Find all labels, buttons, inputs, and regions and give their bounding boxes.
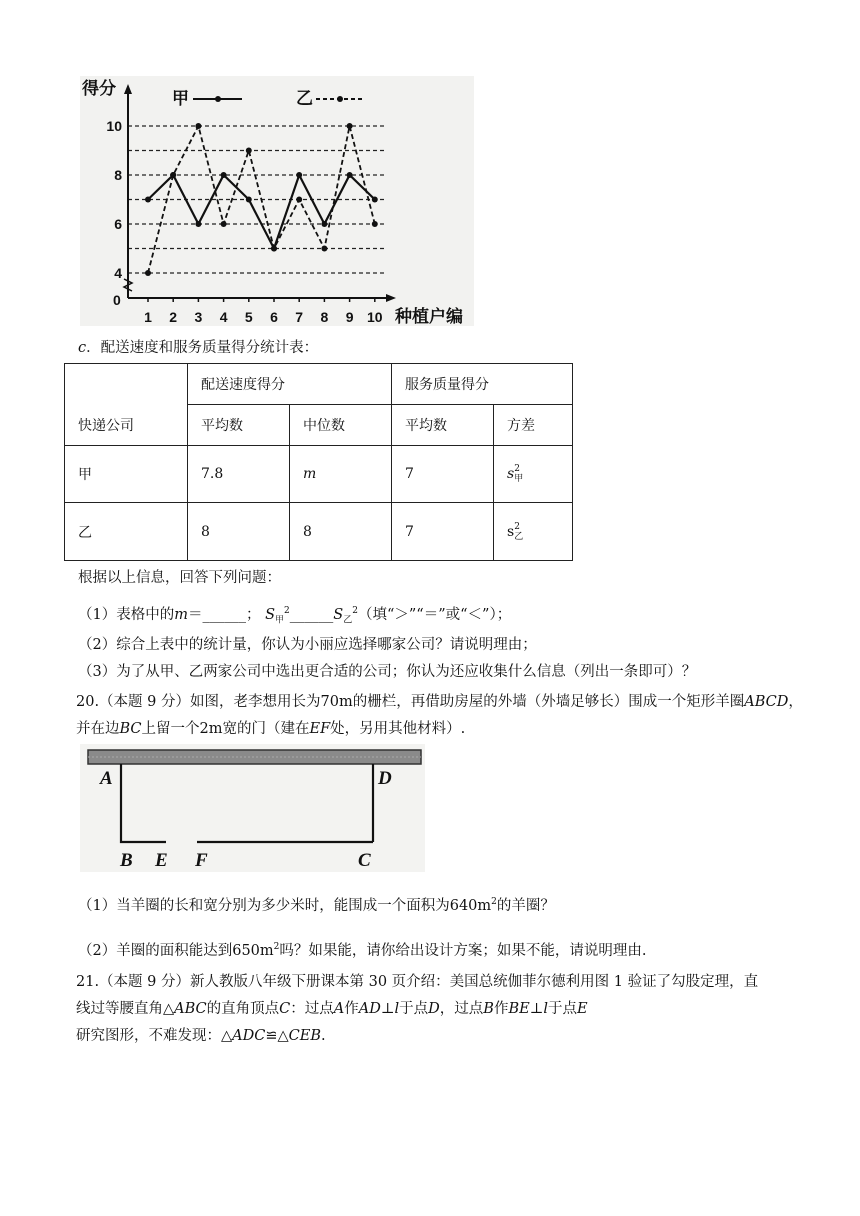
p20-q1-sup: 2 — [491, 897, 497, 907]
data-point — [145, 197, 151, 203]
y-tick-label: 8 — [114, 167, 122, 183]
p20-text: 宽的门（建在 — [222, 721, 310, 737]
intro-text: 根据以上信息，回答下列问题： — [78, 570, 281, 586]
p21-b: B — [483, 1001, 494, 1017]
label-d: D — [378, 768, 392, 789]
p21-text: ，过点 — [439, 1001, 484, 1017]
p21-ad: AD — [358, 1001, 381, 1017]
chart-tick-labels — [106, 118, 382, 325]
p20-q2-area: 650m — [232, 942, 274, 959]
p20-bc: BC — [119, 721, 142, 737]
row-service-mean: 7 — [392, 503, 494, 561]
p21-triangle: △ — [163, 1001, 175, 1017]
p20-ef: EF — [309, 721, 331, 737]
data-point — [372, 197, 378, 203]
q1-m: m — [174, 606, 188, 623]
data-point — [221, 221, 227, 227]
x-tick-label: 5 — [244, 309, 253, 325]
p21-l: l — [543, 1001, 548, 1017]
x-tick-label: 1 — [144, 309, 152, 325]
caption-letter: c — [78, 340, 87, 356]
p21-text: 作 — [493, 1001, 509, 1017]
x-axis-label: 种植户编 — [395, 307, 463, 326]
p20-text: 处，另用其他材料）. — [330, 721, 466, 737]
problem-20-q2 — [78, 937, 647, 961]
y-tick-label: 6 — [114, 216, 122, 232]
x-tick-label: 8 — [320, 309, 329, 325]
fence-left — [121, 764, 166, 842]
q1-prefix: （1）表格中的 — [78, 606, 175, 623]
x-tick-label: 4 — [219, 309, 228, 325]
variance-sub: 乙 — [514, 531, 524, 542]
q1-sub-yi: 乙 — [343, 615, 353, 626]
x-axis-arrow — [386, 294, 396, 302]
p20-q1-area: 640m — [449, 897, 492, 914]
problem-21-line-2 — [76, 999, 588, 1019]
data-point — [321, 221, 327, 227]
variance-sup: 2 — [514, 521, 520, 532]
p21-triangle: △ — [221, 1028, 233, 1044]
legend-yi-label: 乙 — [296, 89, 313, 108]
variance-base: s — [507, 466, 515, 482]
p21-e: E — [576, 1001, 588, 1017]
axis-break-symbol — [124, 279, 132, 291]
data-point — [246, 197, 252, 203]
series-jia-solid — [145, 172, 378, 252]
problem-20-line-2 — [76, 719, 465, 739]
p21-text: 于点 — [547, 1001, 577, 1017]
p21-congruent: ≌ — [265, 1028, 278, 1044]
p20-q2-text: （2）羊圈的面积能达到 — [78, 942, 233, 959]
q1-sup-yi: 2 — [352, 606, 358, 616]
problem-21-line-3 — [76, 1026, 326, 1046]
caption-text: ．配送速度和服务质量得分统计表： — [86, 340, 319, 356]
x-tick-label: 2 — [169, 309, 178, 325]
q1-sub-jia: 甲 — [275, 615, 285, 626]
question-3: （3）为了从甲、乙两家公司中选出更合适的公司；你认为还应收集什么信息（列出一条即可）？ — [78, 664, 697, 680]
p20-length: 70m — [320, 694, 353, 710]
header-service-variance: 方差 — [494, 405, 573, 446]
p21-text: 线过等腰直角 — [76, 1001, 163, 1017]
x-tick-label: 9 — [345, 309, 354, 325]
data-point — [145, 270, 151, 276]
p21-c: C — [279, 1001, 291, 1017]
data-point — [372, 221, 378, 227]
p21-text: 的直角顶点 — [206, 1001, 280, 1017]
p20-width: 2m — [199, 721, 223, 737]
legend-yi-marker — [337, 96, 343, 102]
p20-text: 并在边 — [76, 721, 120, 737]
p21-abc: ABC — [174, 1001, 207, 1017]
data-point — [271, 246, 277, 252]
p21-be: BE — [508, 1001, 530, 1017]
q1-eq: ＝ — [187, 606, 203, 623]
p21-a: A — [333, 1001, 345, 1017]
q1-tail: （填“＞”“＝”或“＜”）； — [357, 606, 512, 623]
row-variance — [494, 503, 573, 561]
label-a: A — [100, 768, 113, 789]
label-b: B — [120, 850, 133, 871]
p21-text: ：过点 — [290, 1001, 334, 1017]
p20-text: 的栅栏，再借助房屋的外墙（外墙足够长）围成一个矩形羊圈 — [352, 694, 745, 710]
q1-blank-1: ______ — [202, 606, 246, 623]
p21-text: 于点 — [399, 1001, 429, 1017]
data-point — [221, 172, 227, 178]
p21-text: 研究图形，不难发现： — [76, 1028, 221, 1044]
p21-ceb: CEB — [288, 1028, 322, 1044]
variance-sup: 2 — [514, 464, 520, 474]
q1-sup-jia: 2 — [284, 606, 290, 616]
p21-d: D — [428, 1001, 440, 1017]
q1-blank-2: ______ — [289, 606, 334, 623]
variance-base: s — [507, 523, 515, 540]
p21-triangle: △ — [277, 1028, 289, 1044]
label-e: E — [155, 850, 168, 871]
p21-text: . — [321, 1028, 326, 1044]
sheep-pen-diagram — [80, 744, 425, 872]
header-company: 快递公司 — [65, 364, 188, 446]
p20-q1-text: 的羊圈？ — [496, 897, 555, 914]
question-1 — [78, 601, 511, 631]
row-service-mean: 7 — [392, 446, 494, 503]
chart-legend — [172, 89, 363, 108]
data-point — [296, 172, 302, 178]
header-speed-mean: 平均数 — [188, 405, 290, 446]
header-service-group: 服务质量得分 — [392, 364, 573, 405]
label-c: C — [358, 850, 371, 871]
x-tick-label: 7 — [295, 309, 304, 325]
question-2: （2）综合上表中的统计量，你认为小丽应选择哪家公司？请说明理由； — [78, 637, 537, 653]
origin-label: 0 — [113, 292, 121, 308]
p21-text: 作 — [344, 1001, 359, 1017]
x-tick-label: 10 — [367, 309, 383, 325]
q1-sep: ； — [245, 606, 261, 623]
row-speed-mean: 7.8 — [188, 446, 290, 503]
data-point — [347, 172, 353, 178]
data-point — [170, 172, 176, 178]
data-point — [195, 221, 201, 227]
data-point — [195, 123, 201, 129]
p20-text: 20.（本题 9 分）如图，老李想用长为 — [76, 694, 321, 710]
p20-q2-sup: 2 — [273, 942, 280, 952]
p21-perp: ⊥ — [380, 1001, 395, 1017]
data-point — [296, 197, 302, 203]
row-company: 甲 — [65, 446, 188, 503]
header-speed-group: 配送速度得分 — [188, 364, 392, 405]
p20-text: 上留一个 — [141, 721, 200, 737]
table-caption — [78, 338, 318, 358]
x-tick-label: 6 — [270, 309, 278, 325]
y-tick-label: 10 — [106, 118, 122, 134]
score-line-chart — [80, 76, 474, 326]
problem-20-q1 — [78, 892, 555, 916]
row-variance — [494, 446, 573, 503]
stats-table — [64, 363, 573, 561]
variance-sub: 甲 — [514, 474, 524, 484]
row-speed-median: m — [290, 446, 392, 503]
q1-s-yi: S — [333, 606, 344, 623]
header-speed-median: 中位数 — [290, 405, 392, 446]
table-row — [65, 503, 573, 561]
row-company: 乙 — [65, 503, 188, 561]
y-axis-label: 得分 — [82, 79, 116, 98]
q1-s-jia: S — [265, 606, 276, 623]
data-point — [246, 148, 252, 154]
header-service-mean: 平均数 — [392, 405, 494, 446]
x-tick-label: 3 — [194, 309, 203, 325]
y-axis-arrow — [124, 84, 132, 94]
data-point — [321, 246, 327, 252]
p20-q1-text: （1）当羊圈的长和宽分别为多少米时，能围成一个面积为 — [78, 897, 450, 914]
row-speed-median: 8 — [290, 503, 392, 561]
table-row — [65, 446, 573, 503]
p21-perp: ⊥ — [529, 1001, 544, 1017]
label-f: F — [195, 850, 208, 871]
p20-text: ， — [788, 694, 803, 710]
row-speed-mean: 8 — [188, 503, 290, 561]
problem-20-line-1 — [76, 692, 803, 712]
data-point — [347, 123, 353, 129]
legend-jia-label: 甲 — [172, 89, 189, 108]
p21-l: l — [394, 1001, 400, 1017]
p21-adc: ADC — [232, 1028, 266, 1044]
y-tick-label: 4 — [114, 265, 122, 281]
p20-q2-text: 吗？如果能，请你给出设计方案；如果不能，请说明理由. — [279, 942, 647, 959]
p20-abcd: ABCD — [744, 694, 789, 710]
legend-jia-marker — [215, 96, 221, 102]
problem-21-line-1: 21.（本题 9 分）新人教版八年级下册课本第 30 页介绍：美国总统伽菲尔德利用图 1 验证了勾股定理，直 — [76, 974, 759, 990]
series-line-jia — [148, 175, 375, 249]
